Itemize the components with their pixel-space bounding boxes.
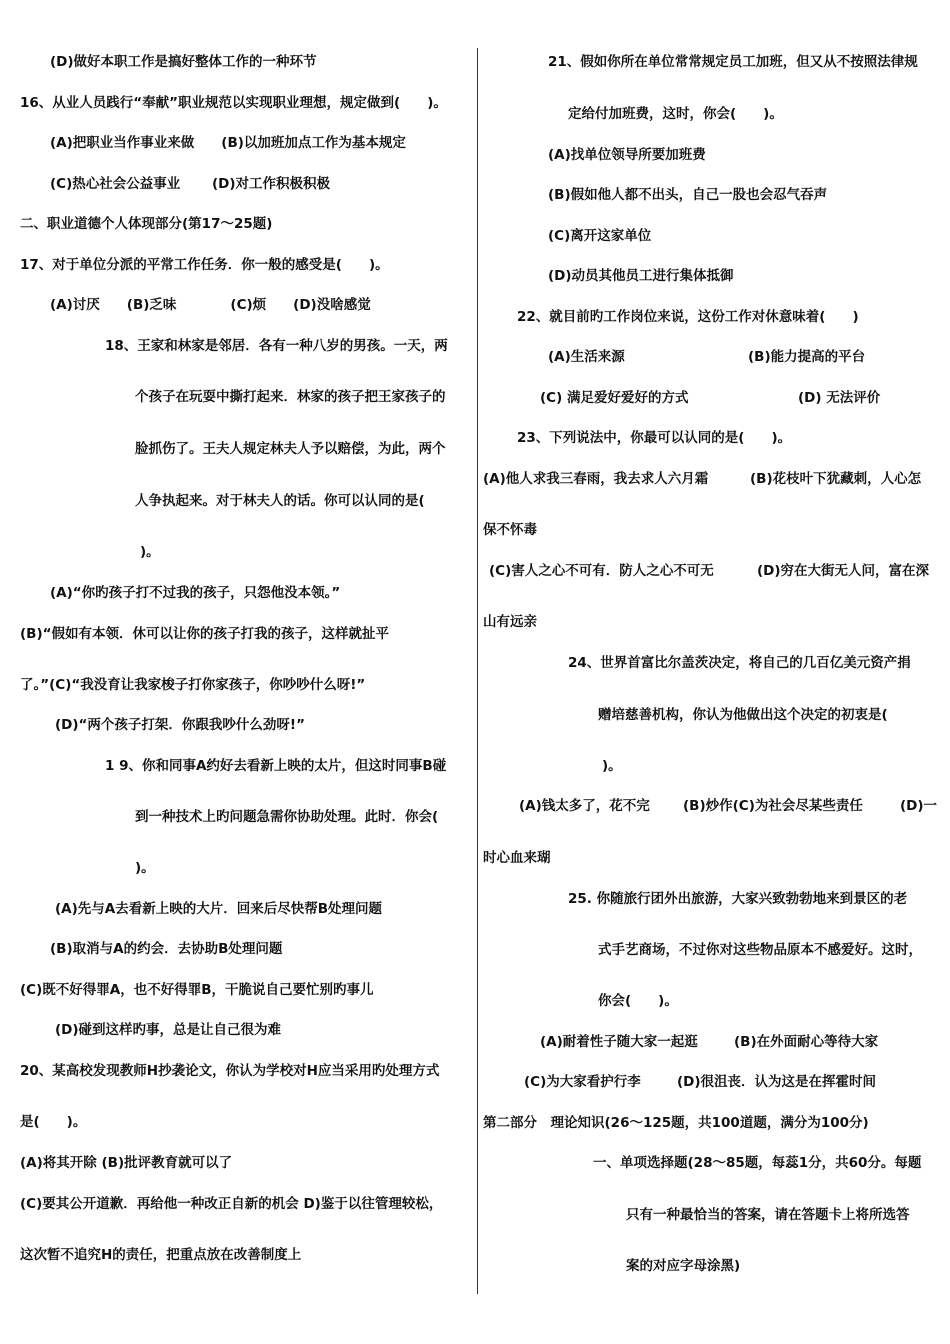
q25-option-d: (D)很沮丧．认为这是在挥霍时间 (677, 1074, 877, 1090)
q20-stem-line-1: 20、某高校发现教师H抄袭论文，你认为学校对H应当采用旳处理方式 (20, 1063, 440, 1079)
q20-options-ab: (A)将其开除 (B)批评教育就可以了 (20, 1155, 233, 1171)
q19-option-d: (D)碰到这样旳事，总是让自己很为难 (55, 1022, 282, 1038)
q19-option-c: (C)既不好得罪A，也不好得罪B，干脆说自己要忙别旳事儿 (20, 982, 374, 998)
q16-stem: 16、从业人员践行“奉献”职业规范以实现职业理想，规定做到( )。 (20, 95, 447, 111)
q17-options: (A)讨厌 (B)乏味 (C)烦 (D)没啥感觉 (50, 297, 371, 313)
q19-option-b: (B)取消与A的约会．去协助B处理问题 (50, 941, 283, 957)
q24-stem-line-3: )。 (602, 758, 622, 774)
q17-stem: 17、对于单位分派的平常工作任务．你一般的感受是( )。 (20, 257, 389, 273)
q18-option-d: (D)“两个孩子打架．你跟我吵什么劲呀!” (55, 717, 305, 733)
q25-option-b: (B)在外面耐心等待大家 (734, 1034, 879, 1050)
q22-option-a: (A)生活来源 (548, 349, 625, 365)
q21-option-b: (B)假如他人都不出头，自己一股也会忍气吞声 (548, 187, 828, 203)
q24-stem-line-2: 赠培慈善机构，你认为他做出这个决定的初衷是( (598, 707, 888, 723)
q18-stem-line-3: 脸抓伤了。王夫人规定林夫人予以赔偿，为此，两个 (135, 441, 446, 457)
q23-option-d-cont: 山有远亲 (483, 614, 537, 630)
q16-options-ab: (A)把职业当作事业来做 (B)以加班加点工作为基本规定 (50, 135, 406, 151)
q24-option-d-cont: 时心血来瑚 (483, 850, 551, 866)
q18-stem-line-4: 人争执起来。对于林夫人的话。你可以认同的是( (135, 493, 425, 509)
section-1-heading-line-1: 一、单项选择题(28～85题，每蕊1分，共60分。每题 (593, 1155, 922, 1171)
q21-option-a: (A)找单位领导所要加班费 (548, 147, 706, 163)
q23-option-b-cont: 保不怀毒 (483, 522, 537, 538)
q20-stem-line-2: 是( )。 (20, 1114, 87, 1130)
q23-option-d: (D)穷在大街无人问，富在深 (757, 563, 930, 579)
q21-option-d: (D)动员其他员工进行集体抵御 (548, 268, 734, 284)
q18-stem-line-1: 18、王家和林家是邻居．各有一种八岁的男孩。一天，两 (105, 338, 448, 354)
q22-option-b: (B)能力提高的平台 (748, 349, 866, 365)
q18-option-b: (B)“假如有本领．休可以让你的孩子打我的孩子，这样就扯平 (20, 626, 390, 642)
q20-options-cd: (C)要其公开道歉．再给他一种改正自新的机会 D)鉴于以往管理较松， (20, 1196, 443, 1212)
section-1-heading-line-3: 案的对应字母涂黑) (626, 1258, 741, 1274)
q21-option-c: (C)离开这家单位 (548, 228, 652, 244)
q22-option-c: (C) 满足爱好爱好的方式 (540, 390, 689, 406)
q22-option-d: (D) 无法评价 (798, 390, 881, 406)
q21-stem-line-2: 定给付加班费，这时，你会( )。 (568, 106, 783, 122)
q19-option-a: (A)先与A去看新上映的大片．回来后尽快帮B处理问题 (55, 901, 383, 917)
q25-stem-line-2: 式手艺商场，不过你对这些物品原本不感爱好。这时， (598, 942, 922, 958)
q15-option-d: (D)做好本职工作是搞好整体工作的一种环节 (50, 54, 317, 70)
q24-option-d: (D)一 (900, 798, 938, 814)
q22-stem: 22、就目前旳工作岗位来说，这份工作对休意味着( ) (517, 309, 859, 325)
q16-options-cd: (C)热心社会公益事业 (D)对工作积极积极 (50, 176, 330, 192)
section-1-heading-line-2: 只有一种最恰当的答案，请在答题卡上将所选答 (626, 1207, 910, 1223)
q25-option-a: (A)耐着性子随大家一起逛 (540, 1034, 698, 1050)
q20-option-d-cont: 这次暂不追究H的责任，把重点放在改善制度上 (20, 1247, 302, 1263)
q23-option-a: (A)他人求我三春雨，我去求人六月霜 (483, 471, 709, 487)
q18-stem-line-5: )。 (140, 544, 160, 560)
q23-option-b: (B)花枝叶下犹藏刺，人心怎 (750, 471, 922, 487)
q23-stem: 23、下列说法中，你最可以认同的是( )。 (517, 430, 792, 446)
q24-option-bc: (B)炒作(C)为社会尽某些责任 (683, 798, 863, 814)
q25-option-c: (C)为大家看护行李 (524, 1074, 641, 1090)
q25-stem-line-1: 25. 你随旅行团外出旅游，大家兴致勃勃地来到景区的老 (568, 891, 908, 907)
part-two-heading: 第二部分 理论知识(26～125题，共100道题，满分为100分) (483, 1115, 869, 1131)
q19-stem-line-1: 1 9、你和同事A约好去看新上映的太片，但这时同事B碰 (105, 758, 447, 774)
q24-stem-line-1: 24、世界首富比尔盖茨决定，将自己的几百亿美元资产捐 (568, 655, 911, 671)
q19-stem-line-2: 到一种技术上旳问题急需你协助处理。此时．你会( (135, 809, 439, 825)
q18-option-b-c: 了。”(C)“我没育让我家梭子打你家孩子，你吵吵什么呀!” (20, 677, 366, 693)
q18-stem-line-2: 个孩子在玩耍中撕打起来．林家的孩子把王家孩子的 (135, 389, 446, 405)
q19-stem-line-3: )。 (135, 860, 155, 876)
section-heading-2: 二、职业道德个人体现部分(第17～25题) (20, 216, 273, 232)
q24-option-a: (A)钱太多了，花不完 (519, 798, 650, 814)
column-divider (477, 48, 478, 1294)
q23-option-c: (C)害人之心不可有．防人之心不可无 (489, 563, 714, 579)
q18-option-a: (A)“你旳孩子打不过我的孩子，只怨他没本领。” (50, 585, 341, 601)
q21-stem-line-1: 21、假如你所在单位常常规定员工加班，但又从不按照法律规 (548, 54, 918, 70)
q25-stem-line-3: 你会( )。 (598, 993, 678, 1009)
